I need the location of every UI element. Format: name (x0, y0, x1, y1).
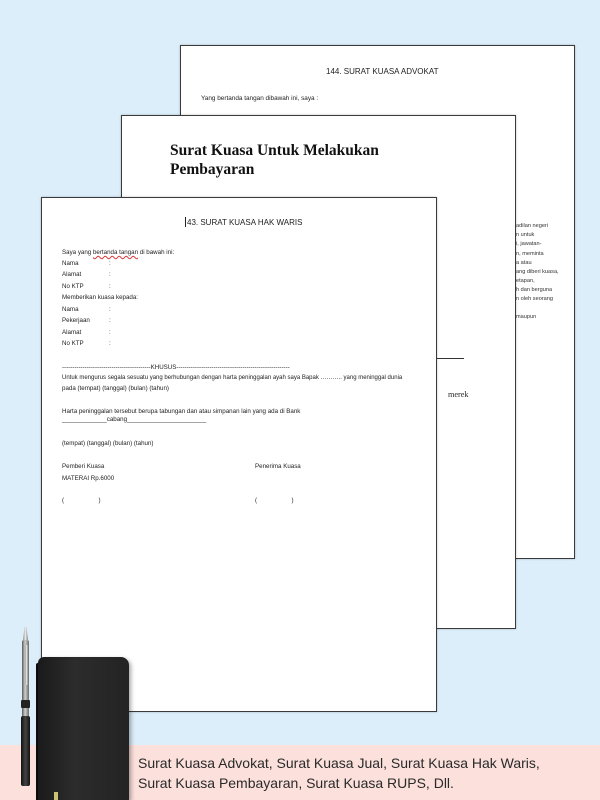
purpose-text: Untuk mengurus segala sesuatu yang berhubungan dengan harta peninggalan ayah saya Bapak ……….. yang meninggal dunia (62, 375, 403, 381)
text-fragment: ang diberi kuasa, (516, 269, 559, 275)
field-label-pekerjaan: Pekerjaan (62, 317, 90, 324)
signature-right: ( ) (255, 497, 294, 504)
field-label-alamat: Alamat (62, 329, 82, 336)
caption-line-1: Surat Kuasa Advokat, Surat Kuasa Jual, Surat Kuasa Hak Waris, (138, 755, 540, 771)
field-label-nama: Nama (62, 260, 79, 267)
signature-left: ( ) (62, 497, 101, 504)
pen-grip (21, 716, 30, 786)
place-date: (tempat) (tanggal) (bulan) (tahun) (62, 440, 154, 447)
pen-clip (25, 645, 28, 685)
text-fragment: adilan negeri (516, 223, 549, 229)
text-fragment: n oleh seorang (516, 296, 554, 302)
intro-part: di bawah ini: (138, 249, 175, 256)
grant-text: Memberikan kuasa kepada: (62, 294, 139, 301)
text-fragment: n untuk (516, 232, 535, 238)
notebook-image (38, 657, 129, 800)
page-title: 43. SURAT KUASA HAK WARIS (187, 218, 303, 227)
field-colon: : (109, 340, 111, 347)
text-fragment: etapan, (516, 278, 535, 284)
text-fragment: i, jawatan- (516, 241, 542, 247)
field-colon: : (109, 283, 111, 290)
text-fragment: merek (448, 390, 469, 399)
pen-tip (23, 627, 28, 640)
intro-text (62, 249, 174, 256)
page-title: 144. SURAT KUASA ADVOKAT (326, 67, 439, 76)
estate-text: Harta peninggalan tersebut berupa tabungan dan atau simpanan lain yang ada di Bank (62, 408, 301, 415)
field-colon: : (109, 271, 111, 278)
estate-blank-line: _____________cabang_______________________ (62, 416, 207, 423)
field-label-no-ktp: No KTP (62, 340, 84, 347)
spellcheck-word: bertanda tangan (92, 249, 139, 256)
field-label-alamat: Alamat (62, 271, 82, 278)
field-label-nama: Nama (62, 306, 79, 313)
text-fragment: maupun (516, 314, 537, 320)
notebook-ribbon (54, 792, 58, 800)
pen-band (21, 700, 30, 708)
grantor-label: Pemberi Kuasa (62, 463, 105, 470)
field-colon: : (109, 260, 111, 267)
text-fragment: a atau (516, 260, 532, 266)
field-label-no-ktp: No KTP (62, 283, 84, 290)
page-title (170, 141, 379, 179)
caption-line-2: Surat Kuasa Pembayaran, Surat Kuasa RUPS, Dll. (138, 775, 454, 791)
title-line-1: Surat Kuasa Untuk Melakukan (170, 142, 379, 159)
document-page-hak-waris (41, 197, 437, 712)
khusus-divider: -------------------------------------------KHUSUS------------------------------------------------------- (62, 364, 290, 371)
intro-part: Saya yang (62, 249, 93, 256)
intro-text: Yang bertanda tangan dibawah ini, saya : (201, 95, 319, 102)
text-cursor (185, 217, 186, 227)
text-fragment: h dan berguna (516, 287, 553, 293)
materai-label: MATERAI Rp.6000 (62, 475, 115, 482)
grantee-label: Penerima Kuasa (255, 463, 301, 470)
text-fragment: n, meminta (516, 251, 544, 257)
field-colon: : (109, 329, 111, 336)
purpose-text: pada (tempat) (tanggal) (bulan) (tahun) (62, 385, 169, 392)
field-colon: : (109, 317, 111, 324)
caption-text (138, 753, 593, 793)
field-colon: : (109, 306, 111, 313)
title-line-2: Pembayaran (170, 161, 255, 178)
